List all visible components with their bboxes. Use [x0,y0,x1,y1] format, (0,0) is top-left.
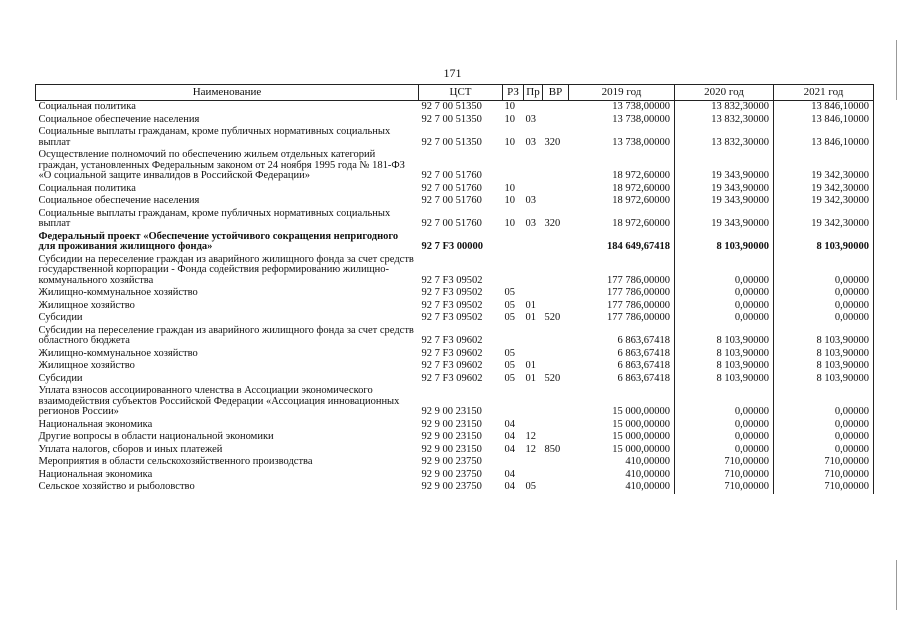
cell-2019: 13 738,00000 [569,101,675,114]
table-row [36,287,874,300]
cell-cst: 92 7 F3 09502 [421,312,483,323]
cell-rz: 04 [504,481,515,492]
cell-2019: 13 738,00000 [569,114,675,127]
cell-2020: 8 103,90000 [675,325,774,348]
cell-cst: 92 9 00 23150 [421,406,482,417]
cell-vr [543,360,569,373]
cell-2019: 177 786,00000 [569,254,675,288]
cell-2021: 8 103,90000 [774,325,874,348]
cell-2021: 19 342,30000 [774,149,874,183]
cell-2020: 19 343,90000 [675,195,774,208]
cell-name: Уплата налогов, сборов и иных платежей [38,443,223,455]
cell-2019: 6 863,67418 [569,360,675,373]
cell-rz: 05 [504,312,515,323]
table-row [36,231,874,254]
cell-pr: 01 [525,312,536,323]
header-vr: ВР [543,85,569,101]
cell-2019: 177 786,00000 [569,312,675,325]
cell-pr [524,469,543,482]
cell-cst: 92 7 F3 09602 [421,372,483,384]
cell-vr: 520 [544,372,561,384]
cell-2020: 13 832,30000 [675,101,774,114]
cell-2021: 13 846,10000 [774,101,874,114]
cell-name: Федеральный проект «Обеспечение устойчивого сокращения непригодного для проживания жилищного фонда» [38,230,399,252]
cell-cst: 92 7 00 51350 [421,136,482,148]
cell-vr [543,300,569,313]
table-row [36,126,874,149]
table-row [36,373,874,386]
table-row [36,300,874,313]
cell-2020: 710,00000 [675,456,774,469]
table-row [36,114,874,127]
cell-name: Социальная политика [38,182,136,194]
table-row [36,469,874,482]
cell-name: Другие вопросы в области национальной экономики [38,431,274,442]
cell-2020: 19 343,90000 [675,208,774,231]
cell-2019: 18 972,60000 [569,149,675,183]
cell-rz: 10 [504,195,515,206]
cell-2020: 13 832,30000 [675,114,774,127]
cell-2020: 0,00000 [675,431,774,444]
cell-rz: 10 [504,101,515,112]
cell-2021: 0,00000 [774,300,874,313]
cell-2019: 15 000,00000 [569,444,675,457]
cell-cst: 92 7 F3 09602 [421,347,483,359]
cell-cst: 92 7 00 51350 [421,113,482,125]
cell-name: Жилищно-коммунальное хозяйство [38,287,198,298]
cell-2021: 8 103,90000 [774,348,874,361]
cell-cst: 92 7 F3 09502 [421,274,483,286]
budget-table [35,84,874,494]
cell-pr: 12 [525,431,536,442]
cell-2021: 0,00000 [774,444,874,457]
cell-2020: 8 103,90000 [675,231,774,254]
cell-pr [524,348,543,361]
cell-2020: 0,00000 [675,312,774,325]
cell-pr [524,101,543,114]
page-edge-rule [896,40,897,100]
cell-rz: 10 [504,182,515,194]
cell-cst: 92 7 00 51760 [421,182,482,194]
cell-vr [543,469,569,482]
cell-2021: 8 103,90000 [774,373,874,386]
cell-2019: 410,00000 [569,481,675,494]
cell-pr: 05 [525,481,536,492]
cell-vr [543,456,569,469]
table-row [36,208,874,231]
cell-2021: 0,00000 [774,312,874,325]
cell-2021: 710,00000 [774,469,874,482]
header-2019: 2019 год [569,85,675,101]
cell-2021: 710,00000 [774,481,874,494]
table-row [36,183,874,196]
cell-2019: 18 972,60000 [569,195,675,208]
header-2021: 2021 год [774,85,874,101]
cell-pr [524,231,543,254]
cell-2020: 19 343,90000 [675,183,774,196]
cell-rz [503,149,524,183]
cell-2021: 0,00000 [774,419,874,432]
table-row [36,481,874,494]
cell-vr [543,183,569,196]
cell-pr: 03 [525,195,536,206]
cell-vr [543,114,569,127]
cell-vr: 850 [544,443,561,455]
cell-pr: 03 [525,218,536,229]
cell-cst: 92 9 00 23150 [421,431,482,442]
table-body [36,101,874,494]
cell-name: Субсидии на переселение граждан из аварийного жилищного фонда за счет средств областного бюджета [38,324,414,346]
page-edge-rule [896,560,897,610]
header-name: Наименование [36,85,419,101]
cell-name: Национальная экономика [38,468,153,480]
cell-rz: 05 [504,372,515,384]
cell-2019: 177 786,00000 [569,300,675,313]
table-row [36,325,874,348]
cell-2019: 15 000,00000 [569,431,675,444]
cell-2019: 15 000,00000 [569,419,675,432]
table-row [36,254,874,288]
table-row [36,360,874,373]
cell-2021: 0,00000 [774,385,874,419]
cell-2020: 0,00000 [675,419,774,432]
cell-2019: 6 863,67418 [569,348,675,361]
cell-pr [524,325,543,348]
cell-cst: 92 7 F3 09502 [421,299,483,311]
cell-2020: 0,00000 [675,287,774,300]
cell-rz: 05 [504,347,515,359]
cell-2021: 19 342,30000 [774,208,874,231]
cell-name: Жилищно-коммунальное хозяйство [38,347,198,359]
header-pr: Пр [524,85,543,101]
cell-2019: 6 863,67418 [569,325,675,348]
cell-rz: 04 [504,431,515,442]
cell-pr [524,419,543,432]
table-row [36,385,874,419]
cell-rz: 04 [504,468,515,480]
cell-vr [543,287,569,300]
cell-name: Жилищное хозяйство [38,360,135,371]
cell-2019: 410,00000 [569,469,675,482]
cell-2021: 710,00000 [774,456,874,469]
cell-vr [543,481,569,494]
cell-name: Социальное обеспечение населения [38,113,200,125]
cell-vr [543,231,569,254]
cell-pr [524,254,543,288]
cell-pr: 01 [525,360,536,371]
cell-2019: 410,00000 [569,456,675,469]
cell-cst: 92 7 F3 09502 [421,287,483,298]
cell-vr [543,254,569,288]
cell-cst: 92 9 00 23750 [421,456,482,467]
cell-2020: 0,00000 [675,300,774,313]
cell-2020: 710,00000 [675,481,774,494]
cell-cst: 92 7 F3 00000 [421,241,484,252]
header-rz: РЗ [503,85,524,101]
cell-name: Субсидии [38,372,83,384]
cell-rz: 10 [504,218,515,229]
cell-2019: 177 786,00000 [569,287,675,300]
table-row [36,348,874,361]
table-row [36,101,874,114]
cell-name: Сельское хозяйство и рыболовство [38,481,195,492]
cell-name: Субсидии на переселение граждан из аварийного жилищного фонда за счет средств государственной корпорации - Фонда содействия реформированию жилищно-коммунального хозяйства [38,253,414,286]
cell-name: Уплата взносов ассоциированного членства в Ассоциации экономического взаимодействия субъектов Российской Федерации «Ассоциация инновационных регионов России» [38,385,400,417]
cell-2021: 13 846,10000 [774,114,874,127]
cell-vr [543,419,569,432]
header-cst: ЦСТ [419,85,503,101]
cell-cst: 92 9 00 23750 [421,468,482,480]
cell-vr [543,431,569,444]
cell-pr: 01 [525,372,536,384]
cell-pr: 01 [525,299,536,311]
cell-name: Социальные выплаты гражданам, кроме публичных нормативных социальных выплат [38,126,391,148]
cell-2020: 8 103,90000 [675,360,774,373]
cell-rz: 04 [504,418,515,430]
cell-2020: 8 103,90000 [675,373,774,386]
cell-vr: 320 [544,218,561,229]
cell-rz [503,254,524,288]
cell-vr [543,195,569,208]
cell-2020: 710,00000 [675,469,774,482]
cell-name: Социальная политика [38,101,136,112]
cell-2020: 8 103,90000 [675,348,774,361]
cell-vr [543,149,569,183]
cell-2020: 19 343,90000 [675,149,774,183]
cell-pr: 12 [525,443,536,455]
cell-name: Социальные выплаты гражданам, кроме публичных нормативных социальных выплат [38,207,391,229]
cell-2021: 0,00000 [774,431,874,444]
cell-2021: 13 846,10000 [774,126,874,149]
cell-rz: 05 [504,360,515,371]
cell-rz: 10 [504,113,515,125]
cell-2019: 13 738,00000 [569,126,675,149]
cell-pr [524,456,543,469]
cell-cst: 92 7 F3 09602 [421,335,483,346]
cell-vr [543,348,569,361]
cell-name: Мероприятия в области сельскохозяйственного производства [38,456,313,467]
cell-vr [543,385,569,419]
table-row [36,431,874,444]
cell-name: Субсидии [38,312,83,323]
table-row [36,312,874,325]
table-row [36,444,874,457]
cell-cst: 92 7 00 51760 [421,195,482,206]
cell-2019: 184 649,67418 [569,231,675,254]
cell-2021: 8 103,90000 [774,360,874,373]
cell-cst: 92 7 00 51350 [421,101,482,112]
header-2020: 2020 год [675,85,774,101]
cell-rz [503,231,524,254]
cell-vr [543,101,569,114]
table-row [36,419,874,432]
cell-cst: 92 9 00 23150 [421,443,482,455]
cell-2020: 0,00000 [675,444,774,457]
cell-2021: 0,00000 [774,287,874,300]
cell-rz: 04 [504,443,515,455]
cell-vr: 520 [544,312,561,323]
cell-cst: 92 9 00 23150 [421,418,482,430]
cell-cst: 92 7 F3 09602 [421,360,483,371]
cell-vr: 320 [544,136,561,148]
cell-rz [503,325,524,348]
cell-cst: 92 7 00 51760 [421,170,482,181]
cell-name: Осуществление полномочий по обеспечению жильем отдельных категорий граждан, установленных Федеральным законом от 24 ноября 1995 года № 181-ФЗ «О социальной защите инвалидов в Российской Федерации» [38,149,405,181]
cell-name: Жилищное хозяйство [38,299,135,311]
cell-2019: 18 972,60000 [569,183,675,196]
cell-2021: 0,00000 [774,254,874,288]
cell-2021: 19 342,30000 [774,195,874,208]
table-row [36,195,874,208]
cell-rz: 05 [504,287,515,298]
cell-cst: 92 7 00 51760 [421,218,482,229]
cell-pr [524,385,543,419]
table-row [36,456,874,469]
cell-cst: 92 9 00 23750 [421,481,482,492]
cell-pr [524,183,543,196]
cell-pr [524,287,543,300]
cell-2019: 6 863,67418 [569,373,675,386]
cell-name: Национальная экономика [38,418,153,430]
cell-2019: 18 972,60000 [569,208,675,231]
cell-2020: 0,00000 [675,254,774,288]
cell-name: Социальное обеспечение населения [38,195,200,206]
cell-2020: 13 832,30000 [675,126,774,149]
cell-rz: 05 [504,299,515,311]
cell-rz: 10 [504,136,515,148]
cell-pr: 03 [525,136,536,148]
cell-pr: 03 [525,113,536,125]
table-header-row [36,85,874,101]
page-number: 171 [443,66,462,80]
cell-rz [503,385,524,419]
table-row [36,149,874,183]
cell-vr [543,325,569,348]
cell-2021: 19 342,30000 [774,183,874,196]
cell-rz [503,456,524,469]
cell-2021: 8 103,90000 [774,231,874,254]
cell-2020: 0,00000 [675,385,774,419]
cell-2019: 15 000,00000 [569,385,675,419]
cell-pr [524,149,543,183]
